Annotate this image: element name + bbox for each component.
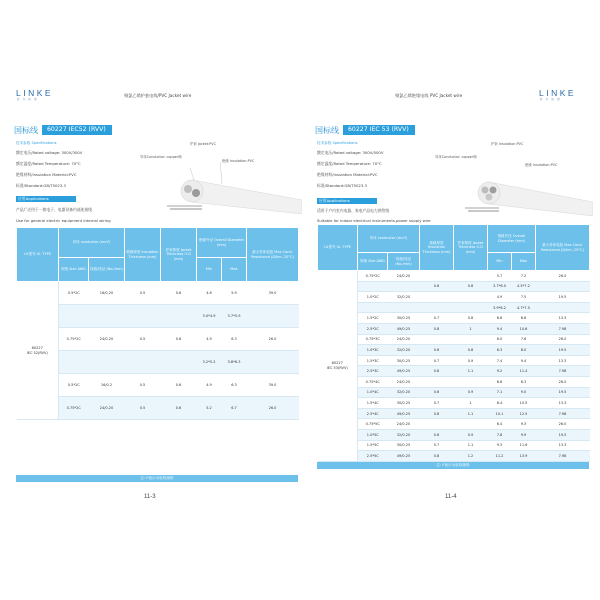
th-min: Min xyxy=(197,258,222,282)
page-number: 11-3 xyxy=(144,494,156,500)
table-row xyxy=(17,328,299,351)
cell-strands: 32/0.20 xyxy=(388,429,420,440)
th-overall-diameter: 绝缘外径 Overall Diameter (mm) xyxy=(488,225,536,253)
header-title: 聚氯乙烯绝缘电线 PVC Jacket wire xyxy=(395,93,463,98)
cell-size: 0.5*2C xyxy=(59,282,89,305)
cell-size: 0.75*2C xyxy=(358,271,388,282)
table-row xyxy=(318,451,590,462)
cell-res: 39.0 xyxy=(247,282,299,305)
th-jacket: 护套厚度 Jacket Thickness O.D (mm) xyxy=(454,225,488,271)
spec-line: 额定电压/Rated voltage: 300V/300V xyxy=(16,150,83,155)
th-ul-type: UL型号 UL TYPE xyxy=(318,225,358,271)
model-line: IEC 52(RVV) xyxy=(26,350,48,355)
cell-strands: 32/0.20 xyxy=(388,345,420,356)
cell-res: 39.0 xyxy=(247,374,299,397)
cell-strands: 49/0.25 xyxy=(388,366,420,377)
th-size: 规格 Size AWG xyxy=(59,258,89,282)
cell-strands: 16/0.20 xyxy=(89,282,125,305)
cell-min: 3.9*6.2 xyxy=(488,302,512,313)
table-row xyxy=(318,345,590,356)
cell-res: 26.0 xyxy=(247,328,299,351)
applications-en: Use for general electric equipment internal wiring xyxy=(16,218,111,223)
cell-strands: 49/0.25 xyxy=(388,451,420,462)
cell-jac: 0.8 xyxy=(454,345,488,356)
cell-size: 2.5*2C xyxy=(358,323,388,334)
table-row xyxy=(17,374,299,397)
cell-max: 4.5*7.2 xyxy=(512,281,536,292)
cell-size: 1.0*4C xyxy=(358,387,388,398)
label-jacket: 护套 Jacket:PVC xyxy=(190,142,216,146)
applications-heading: 应用Applications xyxy=(16,196,76,202)
cell-jac: 1.1 xyxy=(454,440,488,451)
cell-ins: 0.8 xyxy=(420,451,454,462)
cell-max: 9.4 xyxy=(512,355,536,366)
label-insulation: 绝缘 Insulation:PVC xyxy=(525,163,558,167)
spec-line: 绝缘材料/Insulation Material:PVC xyxy=(16,172,77,177)
spec-table xyxy=(317,224,590,462)
cell-jac: 1.2 xyxy=(454,451,488,462)
cell-strands: 30/0.25 xyxy=(388,398,420,409)
cell-max: 6.3 xyxy=(222,328,247,351)
cell-min: 6.0 xyxy=(488,334,512,345)
spec-table-body xyxy=(318,271,590,462)
cell-res: 19.5 xyxy=(536,292,590,303)
cell-max: 3.7*5.9 xyxy=(222,305,247,328)
cell-max: 6.6 xyxy=(512,313,536,324)
cell-min: 7.4 xyxy=(488,355,512,366)
cell-strands: 49/0.25 xyxy=(388,323,420,334)
table-row xyxy=(318,398,590,409)
cell-res xyxy=(536,302,590,313)
cable-illustration xyxy=(463,166,593,216)
page-right xyxy=(303,86,593,526)
cell-jac: 0.9 xyxy=(454,429,488,440)
cell-ins xyxy=(420,302,454,313)
table-row xyxy=(17,397,299,420)
table-row xyxy=(318,355,590,366)
cell-res: 26.0 xyxy=(536,271,590,282)
cell-jac: 0.9 xyxy=(454,387,488,398)
cell-strands: 24/0.20 xyxy=(89,397,125,420)
cell-res: 7.98 xyxy=(536,408,590,419)
cell-size xyxy=(59,305,89,328)
cell-min: 9.4 xyxy=(488,323,512,334)
table-row xyxy=(318,429,590,440)
cell-strands: 30/0.25 xyxy=(388,313,420,324)
cell-jac xyxy=(454,376,488,387)
cell-strands: 30/0.25 xyxy=(388,355,420,366)
spec-line: 额定温度/Rated Temperature: 70°C xyxy=(16,161,81,166)
cell-min: 6.6 xyxy=(488,376,512,387)
cell-max: 9.3 xyxy=(512,419,536,430)
table-row xyxy=(318,281,590,292)
cell-max: 8.0 xyxy=(512,345,536,356)
banner-cn: 国标线 xyxy=(315,125,339,135)
cell-jac: 1.1 xyxy=(454,366,488,377)
cell-ins: 0.7 xyxy=(420,440,454,451)
cell-res xyxy=(247,305,299,328)
applications-cn: 适用于户内室内电器、家电产品电力供给线 xyxy=(317,208,390,213)
spec-line: 标准/Standard:GB/T5023.3 xyxy=(16,183,66,188)
cell-max: 7.6 xyxy=(512,334,536,345)
cell-max: 6.3 xyxy=(222,374,247,397)
cell-jac: 1 xyxy=(454,398,488,409)
table-row xyxy=(318,313,590,324)
cell-max: 5.9 xyxy=(222,282,247,305)
cell-ins: 0.5 xyxy=(125,282,161,305)
cell-max: 11.4 xyxy=(512,366,536,377)
cell-min: 6.4 xyxy=(488,419,512,430)
th-jacket: 护套厚度 Jacket Thickness O.D (mm) xyxy=(161,228,197,282)
header-title: 聚氯乙烯护套电线/PVC Jacket wire xyxy=(124,93,192,98)
cell-max: 7.2 xyxy=(512,271,536,282)
cell-max: 3.8*6.3 xyxy=(222,351,247,374)
cell-res xyxy=(247,351,299,374)
brand-sub: 聯 科 線 纜 xyxy=(540,98,561,101)
th-max: Max xyxy=(222,258,247,282)
cell-jac: 0.9 xyxy=(454,355,488,366)
cell-res: 26.0 xyxy=(536,376,590,387)
table-row xyxy=(318,440,590,451)
cell-min: 5.7 xyxy=(488,271,512,282)
cell-min: 4.9 xyxy=(488,292,512,303)
cell-strands: 24/0.20 xyxy=(388,419,420,430)
cell-ins: 0.8 xyxy=(420,408,454,419)
cell-strands: 30/0.25 xyxy=(388,440,420,451)
th-conductor: 导体 conductor (mm²) xyxy=(59,228,125,258)
table-row xyxy=(318,408,590,419)
cell-ins: 0.7 xyxy=(420,313,454,324)
cell-strands: 24/0.20 xyxy=(388,334,420,345)
th-conductor: 导体 conductor (mm²) xyxy=(358,225,420,253)
cell-size: 0.5*2C xyxy=(59,374,89,397)
th-resistance: 最大导体电阻 Max Cond. Resistance (Ω/km, 20°C) xyxy=(247,228,299,282)
cell-ins xyxy=(420,376,454,387)
cell-ins: 0.7 xyxy=(420,355,454,366)
spec-table xyxy=(16,227,299,420)
brand-logo: LINKE xyxy=(16,88,54,98)
cell-max: 9.0 xyxy=(512,387,536,398)
cell-ins: 0.6 xyxy=(420,345,454,356)
cell-size: 1.5*3C xyxy=(358,355,388,366)
th-resistance: 最大导体电阻 Max Cond. Resistance (Ω/km, 20°C) xyxy=(536,225,590,271)
cell-min: 5.2 xyxy=(197,397,222,420)
cell-res: 19.5 xyxy=(536,429,590,440)
cell-ins: 0.8 xyxy=(420,323,454,334)
table-row xyxy=(318,419,590,430)
cell-size: 2.5*3C xyxy=(358,366,388,377)
cell-size: 1.5*4C xyxy=(358,398,388,409)
cell-strands xyxy=(89,351,125,374)
spec-table-body xyxy=(17,282,299,420)
cell-ins: 0.5 xyxy=(125,328,161,351)
cell-size: 0.75*2C xyxy=(59,328,89,351)
cell-res: 7.98 xyxy=(536,366,590,377)
table-row xyxy=(17,282,299,305)
cell-min: 6.6 xyxy=(488,313,512,324)
cell-res: 13.3 xyxy=(536,398,590,409)
spec-heading: 技术参数 Specifications xyxy=(16,141,57,145)
cell-jac: 0.6 xyxy=(161,397,197,420)
cell-min: 11.2 xyxy=(488,451,512,462)
brand-sub: 聯 科 線 纜 xyxy=(17,98,38,101)
cell-strands: 24/0.20 xyxy=(89,328,125,351)
banner-cn: 国标线 xyxy=(14,125,38,135)
cell-min: 4.9 xyxy=(197,374,222,397)
spec-line: 绝缘材料/Insulation Material:PVC xyxy=(317,172,378,177)
cell-ins xyxy=(420,271,454,282)
spec-line: 标准/Standard:GB/T5023.3 xyxy=(317,183,367,188)
model-cell xyxy=(318,271,358,462)
applications-en: Suitable for indoor electrical instruments,power supply wire xyxy=(317,218,431,223)
table-row xyxy=(17,305,299,328)
cell-max: 10.6 xyxy=(512,323,536,334)
cell-strands xyxy=(388,281,420,292)
cell-size: 0.75*3C xyxy=(358,334,388,345)
table-row xyxy=(318,292,590,303)
cell-size xyxy=(358,302,388,313)
cell-res: 26.0 xyxy=(536,419,590,430)
cell-size: 1.0*3C xyxy=(358,345,388,356)
cell-res xyxy=(536,281,590,292)
model-line: 60227 xyxy=(331,360,343,365)
cable-illustration xyxy=(162,162,302,214)
th-ul-type: UL型号 UL TYPE xyxy=(17,228,59,282)
th-strands: 线根/线径 (No./mm) xyxy=(388,253,420,271)
standard-banner xyxy=(14,124,112,136)
cell-jac: 0.6 xyxy=(161,374,197,397)
cell-min: 7.1 xyxy=(488,387,512,398)
cell-max: 13.9 xyxy=(512,451,536,462)
page-left xyxy=(12,86,302,526)
cell-strands xyxy=(89,305,125,328)
cell-strands: 24/0.20 xyxy=(388,376,420,387)
cell-max: 6.7 xyxy=(222,397,247,420)
cell-jac xyxy=(454,271,488,282)
cell-size: 2.5*4C xyxy=(358,408,388,419)
label-jacket: 护套 Insulation:PVC xyxy=(491,142,524,146)
table-row xyxy=(318,334,590,345)
cell-ins: 0.5 xyxy=(125,397,161,420)
th-insulation: 绝缘厚度 Insulation Thickness (mm) xyxy=(125,228,161,282)
cell-max: 9.9 xyxy=(512,429,536,440)
th-insulation: 绝缘厚度 Insulation Thickness (mm) xyxy=(420,225,454,271)
cell-ins: 0.6 xyxy=(420,387,454,398)
cell-jac xyxy=(454,334,488,345)
table-row xyxy=(318,271,590,282)
cell-res: 13.3 xyxy=(536,313,590,324)
cell-min: 3.0*4.9 xyxy=(197,305,222,328)
cell-strands: 24/0.20 xyxy=(388,271,420,282)
cell-size: 1.5*2C xyxy=(358,313,388,324)
cell-strands: 32/0.20 xyxy=(388,387,420,398)
cell-jac: 1.1 xyxy=(454,408,488,419)
table-note: 注: F表示为软线规格 xyxy=(16,475,298,482)
cell-ins xyxy=(420,334,454,345)
brand-logo: LINKE xyxy=(539,88,577,98)
cell-min: 6.3 xyxy=(488,345,512,356)
cell-min: 9.2 xyxy=(488,366,512,377)
cell-min: 9.3 xyxy=(488,440,512,451)
cell-max: 12.5 xyxy=(512,408,536,419)
spec-heading: 技术参数 Specifications xyxy=(317,141,358,145)
cell-ins: 0.6 xyxy=(420,429,454,440)
cell-min: 4.9 xyxy=(197,328,222,351)
cell-res: 13.3 xyxy=(536,440,590,451)
applications-heading: 应用Applications xyxy=(317,198,377,204)
cell-res: 19.5 xyxy=(536,387,590,398)
cell-ins xyxy=(420,419,454,430)
cell-min: 8.4 xyxy=(488,398,512,409)
cell-max: 4.7*7.5 xyxy=(512,302,536,313)
page-header xyxy=(12,86,302,102)
table-row xyxy=(318,302,590,313)
standard-banner xyxy=(315,124,415,136)
cell-strands: 32/0.20 xyxy=(388,292,420,303)
model-line: IEC 53(RVV) xyxy=(326,365,348,370)
cell-res: 7.98 xyxy=(536,451,590,462)
th-min: Min xyxy=(488,253,512,271)
cell-jac xyxy=(161,305,197,328)
cell-size: 0.75*2C xyxy=(59,397,89,420)
cell-ins: 0.8 xyxy=(420,366,454,377)
cell-min: 4.6 xyxy=(197,282,222,305)
cell-ins xyxy=(125,305,161,328)
cell-res: 26.0 xyxy=(536,334,590,345)
cell-res: 7.98 xyxy=(536,323,590,334)
cell-ins: 0.5 xyxy=(125,374,161,397)
model-line: 60227 xyxy=(31,345,43,350)
label-conductor: 导体Conductor: copper铜 xyxy=(140,155,182,159)
th-size: 规格 Size AWG xyxy=(358,253,388,271)
banner-std: 60227 IEC 53 (RVV) xyxy=(343,125,415,135)
banner-std: 60227 IEC52 (RVV) xyxy=(42,125,112,135)
cell-min: 3.2*5.2 xyxy=(197,351,222,374)
cell-res: 19.5 xyxy=(536,345,590,356)
cell-size: 0.75*4C xyxy=(358,376,388,387)
cell-jac xyxy=(161,351,197,374)
th-max: Max xyxy=(512,253,536,271)
model-cell xyxy=(17,282,59,420)
label-conductor: 导体Conductor: copper铜 xyxy=(435,155,477,159)
cell-jac: 0.8 xyxy=(454,313,488,324)
cell-size: 1.5*5C xyxy=(358,440,388,451)
th-strands: 线根/线径 (No./mm) xyxy=(89,258,125,282)
cell-jac: 0.6 xyxy=(161,328,197,351)
cell-size xyxy=(59,351,89,374)
table-row xyxy=(318,366,590,377)
cell-size xyxy=(358,281,388,292)
page-header xyxy=(303,86,593,102)
table-note: 注: F表示为软线规格 xyxy=(317,462,589,469)
cell-min: 3.7*6.0 xyxy=(488,281,512,292)
cell-ins xyxy=(420,292,454,303)
cell-strands xyxy=(388,302,420,313)
cell-strands: 49/0.25 xyxy=(388,408,420,419)
cell-size: 1.0*5C xyxy=(358,429,388,440)
spec-line: 额定温度/Rated Temperature: 70°C xyxy=(317,161,382,166)
cell-jac xyxy=(454,292,488,303)
cell-min: 10.1 xyxy=(488,408,512,419)
cell-jac xyxy=(454,419,488,430)
cell-size: 0.75*5C xyxy=(358,419,388,430)
cell-min: 7.8 xyxy=(488,429,512,440)
cell-max: 10.5 xyxy=(512,398,536,409)
cell-max: 11.6 xyxy=(512,440,536,451)
cell-size: 1.0*2C xyxy=(358,292,388,303)
cell-res: 26.0 xyxy=(247,397,299,420)
cell-jac xyxy=(454,302,488,313)
cell-max: 8.3 xyxy=(512,376,536,387)
table-row xyxy=(17,351,299,374)
table-row xyxy=(318,376,590,387)
cell-ins: 0.6 xyxy=(420,281,454,292)
cell-jac: 0.6 xyxy=(161,282,197,305)
page-number: 11-4 xyxy=(445,494,457,500)
cell-ins xyxy=(125,351,161,374)
cell-jac: 1 xyxy=(454,323,488,334)
cell-size: 2.5*5C xyxy=(358,451,388,462)
cell-jac: 0.8 xyxy=(454,281,488,292)
spec-line: 额定电压/Rated voltage: 300V/500V xyxy=(317,150,384,155)
cell-ins: 0.7 xyxy=(420,398,454,409)
th-overall-diameter: 绝缘外径 Overall Diameter (mm) xyxy=(197,228,247,258)
label-insulation: 绝缘 Insulation:PVC xyxy=(222,159,255,163)
cell-strands: 16/0.2 xyxy=(89,374,125,397)
applications-cn: 产品广泛用于一般电子、电器设备内部连接线 xyxy=(16,207,92,212)
cell-res: 13.3 xyxy=(536,355,590,366)
cell-max: 7.5 xyxy=(512,292,536,303)
table-row xyxy=(318,387,590,398)
table-row xyxy=(318,323,590,334)
